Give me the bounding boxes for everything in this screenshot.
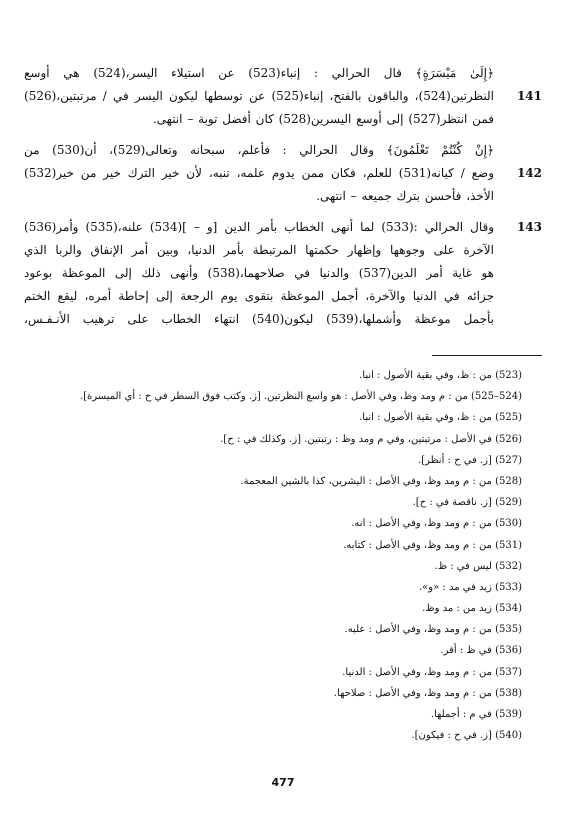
paragraph-number: 142 (516, 166, 542, 180)
footnote: (525) من : ظ، وفي بقية الأصول : انبا. (359, 412, 522, 424)
footnote: (537) من : م ومد وظ، وفي الأصل : الدنيا. (342, 666, 522, 678)
footnote: (532) ليس في : ظ. (434, 560, 522, 572)
text-line: ﴿إِلَىٰ مَيْسَرَةٍ﴾ قال الحرالي : إنباء(523) عن استيلاء اليسر،(524) هي أوسع (24, 66, 494, 80)
footnote: (523) من : ظ، وفي بقية الأصول : انبا. (359, 370, 522, 381)
paragraph-141 (24, 62, 542, 131)
footnote: (535) من : م ومد وظ، وفي الأصل : عليه. (344, 624, 522, 636)
text-line: هو غاية أمر الدين(537) والدنيا في صلاحهما،(538) وأنهى ذلك إلى الموعظة بوعود (24, 266, 494, 280)
footnote: (540) [ز. في ح : فيكون]. (411, 730, 522, 742)
paragraph-143 (24, 216, 542, 331)
paragraph-number: 141 (516, 89, 542, 103)
text-line: النظرتين(524)، والباقون بالفتح، إنباء(525) عن توسطها ليكون اليسر في / مرتبتين،(526) (24, 89, 494, 103)
text-line: الآخرة على وجوهها وإظهار حكمتها المرتبطة بأمر الدنيا، وبين أمر الإنفاق والربا الذي (24, 243, 494, 257)
footnote: (533) زيد في مد : «و». (419, 581, 522, 593)
footnote: (534) زيد من : مد وظ. (422, 603, 522, 615)
footnote-divider (432, 355, 542, 356)
text-line: الأخذ، فأحسن بترك جميعه – انتهى. (316, 189, 494, 203)
footnote: (530) من : م ومد وظ، وفي الأصل : انه. (351, 518, 522, 530)
text-line: جزائه في الدنيا والآخرة، أجمل الموعظة بتقوى يوم الرجعة إلى إحاطة أمره، ليقع الختم (24, 289, 494, 303)
footnote: (528) من : م ومد وظ، وفي الأصل : اليشرين، كذا بالشين المعجمة. (240, 475, 522, 487)
footnote: (529) [ز. ناقصة في : ح]. (412, 497, 522, 509)
footnote: (538) من : م ومد وظ، وفي الأصل : صلاحها. (333, 687, 522, 699)
text-line: وضع / كيانه(531) للعلم، فكان ممن يدوم علمه، تنبه، لأن خير الترك خير من خير(532) (24, 166, 494, 180)
paragraph-142 (24, 139, 542, 208)
footnote: (526) في الأصل : مرتبتين، وفي م ومد وظ : رتبتين. [ز. وكذلك في : ح]. (220, 433, 522, 445)
footnote: (536) في ظ : أقر. (440, 645, 522, 657)
footnote: (539) في م : أجملها. (430, 709, 522, 720)
main-text (24, 62, 542, 339)
text-line: فمن انتظر(527) إلى أوسع اليسرين(528) كان أفضل توبة – انتهى. (152, 112, 494, 126)
footnotes (30, 365, 522, 746)
text-line: وقال الحرالي :(533) لما أنهى الخطاب بأمر الدين [و – ](534) علنه،(535) وأمر(536) (24, 220, 494, 234)
paragraph-number: 143 (516, 220, 542, 234)
text-line: بأجمل موعظة وأشملها،(539) ليكون(540) انتهاء الخطاب على ترهيب الأنـفـس، (24, 312, 494, 326)
footnote: (524–525) من : م ومد وظ، وفي الأصل : هو واسع النظرتين. [ز. وكتب فوق السطر في ح : أي الميسرة]. (79, 391, 522, 403)
footnote: (531) من : م ومد وظ، وفي الأصل : كتابه. (343, 539, 522, 551)
text-line: ﴿إِنْ كُنْتُمْ تَعْلَمُونَ﴾ وقال الحرالي : فأعلم، سبحانه وتعالى(529)، أن(530) من (24, 143, 494, 157)
page-number: 477 (271, 776, 295, 789)
footnote: (527) [ز. في ح : أنظر]. (417, 454, 522, 466)
